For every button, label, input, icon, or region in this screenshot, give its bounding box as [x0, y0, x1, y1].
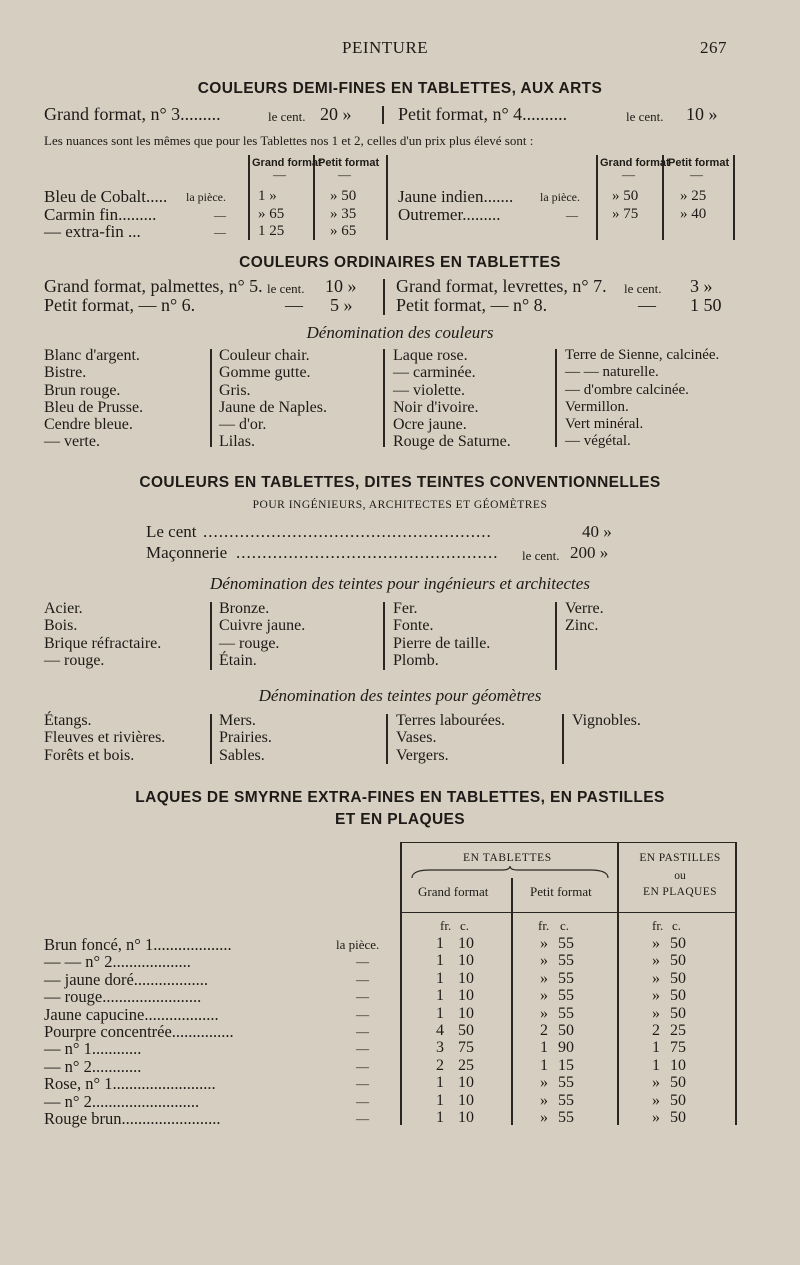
- table-cell: »: [652, 1004, 660, 1022]
- s2-r1: Grand format, levrettes, n° 7.: [396, 276, 607, 296]
- list-item: Ocre jaune.: [393, 416, 467, 434]
- s3-geo-col3: [396, 712, 505, 764]
- table-cell: 50: [670, 969, 686, 987]
- s2-col-rule: [555, 349, 557, 447]
- table-cell: 1: [436, 1091, 444, 1109]
- s1-item-unit: la pièce.: [540, 190, 580, 204]
- table-cell: 1: [540, 1056, 548, 1074]
- table-cell: »: [540, 1091, 548, 1109]
- table-cell: »: [652, 987, 660, 1005]
- s1-col-rule: [596, 155, 598, 240]
- list-item: Bois.: [44, 617, 78, 635]
- list-item: Étangs.: [44, 712, 92, 729]
- s2-r2-unit: —: [638, 295, 656, 315]
- list-item: Jaune de Naples.: [219, 398, 327, 416]
- s3-col-rule: [383, 602, 385, 670]
- table-cell: 10: [458, 935, 474, 952]
- s4-rule: [400, 842, 736, 843]
- table-cell: 55: [558, 969, 574, 987]
- s1-head-grand-left: Grand format: [252, 157, 322, 169]
- s3-col-rule: [386, 714, 388, 764]
- s1-dash: —: [622, 167, 635, 182]
- s1-item-name: Outremer.........: [398, 204, 501, 224]
- s2-r1-price: 3 »: [690, 276, 713, 296]
- list-item: — verte.: [44, 433, 100, 451]
- table-row-unit: —: [356, 971, 369, 987]
- s4-unit-label: c.: [460, 918, 470, 933]
- table-cell: 2: [540, 1022, 548, 1039]
- s1-item-petit: » 50: [330, 188, 357, 204]
- s2-col1: [44, 347, 143, 451]
- section2-title: COULEURS ORDINAIRES EN TABLETTES: [239, 254, 561, 271]
- table-cell: 50: [458, 1022, 474, 1039]
- s4-head-tablettes: EN TABLETTES: [463, 852, 552, 864]
- list-item: Bronze.: [219, 600, 270, 617]
- section1-title: COULEURS DEMI-FINES EN TABLETTES, AUX ARTS: [197, 80, 603, 97]
- s1-item-unit: —: [214, 225, 226, 239]
- table-cell: 75: [458, 1039, 474, 1057]
- table-cell: 1: [436, 1004, 444, 1022]
- table-cell: »: [540, 1109, 548, 1126]
- s1-dash: —: [338, 167, 351, 182]
- s4-rule: [511, 878, 513, 1125]
- table-cell: 1: [652, 1056, 660, 1074]
- s4-head-pastilles-3: EN PLAQUES: [643, 886, 717, 898]
- s4-rule: [400, 842, 402, 1125]
- table-cell: 2: [652, 1022, 660, 1039]
- table-cell: 25: [670, 1022, 686, 1039]
- s4-rule: [735, 842, 737, 1125]
- table-cell: 55: [558, 1091, 574, 1109]
- s2-l1-unit: le cent.: [267, 281, 305, 296]
- list-item: Étain.: [219, 651, 257, 669]
- s2-col-rule: [210, 349, 212, 447]
- s3-line1-price: 40 »: [582, 522, 612, 541]
- table-cell: »: [652, 969, 660, 987]
- s1-item-name: — extra-fin ...: [44, 222, 141, 241]
- s1-item-grand: » 65: [258, 205, 285, 222]
- s1-dash: —: [690, 167, 703, 182]
- s2-r2-price: 1 50: [690, 295, 722, 315]
- list-item: Lilas.: [219, 433, 255, 451]
- s1-item-unit: —: [214, 207, 226, 222]
- table-cell: 10: [458, 1074, 474, 1092]
- s3-subtitle-ing: Dénomination des teintes pour ingénieurs et architectes: [210, 574, 590, 593]
- s1-line-left-price: 20 »: [320, 104, 352, 124]
- table-cell: »: [540, 1004, 548, 1022]
- list-item: Zinc.: [565, 617, 599, 635]
- s2-r1-unit: le cent.: [624, 281, 662, 296]
- s4-head-pastilles-2: ou: [674, 870, 686, 882]
- table-row-name: Pourpre concentrée...............: [44, 1022, 234, 1041]
- s3-col-rule: [555, 602, 557, 670]
- s3-line2: Maçonnerie: [146, 543, 228, 562]
- s1-item-name: Carmin fin.........: [44, 204, 157, 224]
- list-item: Noir d'ivoire.: [393, 398, 479, 416]
- list-item: Vases.: [396, 729, 437, 747]
- list-item: — végétal.: [565, 433, 631, 450]
- s2-l2-unit: —: [285, 295, 303, 315]
- s1-item-petit: » 40: [680, 205, 707, 222]
- list-item: Plomb.: [393, 651, 439, 669]
- table-cell: 55: [558, 952, 574, 970]
- list-item: Verre.: [565, 600, 604, 617]
- table-cell: »: [540, 969, 548, 987]
- s3-col-rule: [562, 714, 564, 764]
- s1-item-name: Bleu de Cobalt.....: [44, 187, 168, 206]
- s1-head-petit-right: Petit format: [668, 157, 730, 169]
- s4-unit-label: c.: [672, 918, 682, 933]
- s2-col4: [565, 347, 719, 451]
- table-cell: »: [540, 952, 548, 970]
- list-item: Cendre bleue.: [44, 416, 133, 434]
- table-cell: 1: [652, 1039, 660, 1057]
- table-row-unit: —: [356, 954, 369, 970]
- table-row-unit: —: [356, 1024, 369, 1039]
- list-item: Bleu de Prusse.: [44, 398, 144, 416]
- list-item: Fonte.: [393, 617, 434, 635]
- list-item: Couleur chair.: [219, 347, 310, 364]
- s4-head-grand: Grand format: [418, 884, 489, 899]
- list-item: Gomme gutte.: [219, 364, 311, 382]
- s3-geo-col1: [44, 712, 165, 764]
- s1-item-unit: —: [566, 207, 578, 222]
- s3-line2-price: 200 »: [570, 543, 609, 562]
- s3-geo-col4: [572, 712, 641, 729]
- table-row-name: — n° 2..........................: [44, 1091, 200, 1111]
- table-cell: »: [652, 952, 660, 970]
- table-row-unit: —: [356, 1093, 369, 1109]
- list-item: — — naturelle.: [565, 364, 659, 381]
- s2-col-rule: [383, 349, 385, 447]
- table-cell: »: [540, 935, 548, 952]
- table-cell: 50: [670, 1091, 686, 1109]
- list-item: Fleuves et rivières.: [44, 729, 166, 747]
- s3-subtitle-geo: Dénomination des teintes pour géomètres: [258, 686, 542, 705]
- table-cell: 1: [436, 935, 444, 952]
- s1-item-grand: 1 25: [258, 223, 285, 239]
- table-row-unit: —: [356, 1041, 369, 1057]
- section4-title-line2: ET EN PLAQUES: [334, 811, 466, 828]
- table-cell: 10: [458, 1004, 474, 1022]
- s1-col-rule: [386, 155, 388, 240]
- page-number: 267: [700, 38, 727, 57]
- list-item: Cuivre jaune.: [219, 617, 306, 635]
- list-item: — violette.: [393, 381, 465, 399]
- table-cell: »: [652, 1074, 660, 1092]
- table-cell: 50: [670, 935, 686, 952]
- brace: [410, 866, 610, 880]
- table-cell: »: [540, 1074, 548, 1092]
- table-cell: 10: [458, 987, 474, 1005]
- table-row-name: — n° 2............: [44, 1056, 142, 1076]
- table-cell: 50: [670, 952, 686, 970]
- table-cell: »: [652, 1091, 660, 1109]
- section3-title: COULEURS EN TABLETTES, DITES TEINTES CONVENTIONNELLES: [139, 474, 661, 491]
- s3-leader: ..................................................: [236, 543, 499, 562]
- list-item: Forêts et bois.: [44, 746, 135, 764]
- s2-l2-price: 5 »: [330, 295, 353, 315]
- s1-item-petit: » 25: [680, 188, 707, 204]
- list-item: Terres labourées.: [396, 712, 506, 729]
- s3-ing-col1: [44, 600, 161, 669]
- table-row-name: Rouge brun........................: [44, 1109, 221, 1128]
- s1-item-grand: » 75: [612, 205, 639, 222]
- s4-rule: [617, 842, 619, 1125]
- list-item: Mers.: [219, 712, 256, 729]
- s3-line2-unit: le cent.: [522, 548, 560, 563]
- list-item: — d'or.: [219, 416, 267, 434]
- table-cell: 55: [558, 935, 574, 952]
- list-item: Laque rose.: [393, 347, 468, 364]
- table-cell: »: [652, 1109, 660, 1126]
- list-item: Vergers.: [396, 746, 449, 764]
- table-cell: 25: [458, 1056, 474, 1074]
- table-cell: 10: [458, 969, 474, 987]
- table-row-name: — n° 1............: [44, 1039, 142, 1059]
- table-cell: 3: [436, 1039, 444, 1057]
- s1-line-right-unit: le cent.: [626, 109, 664, 124]
- s1-col-rule: [733, 155, 735, 240]
- list-item: — d'ombre calcinée.: [565, 381, 689, 398]
- table-cell: 50: [670, 1004, 686, 1022]
- table-row-name: Jaune capucine..................: [44, 1004, 219, 1024]
- s1-head-grand-right: Grand format: [600, 157, 670, 169]
- s3-ing-col2: [219, 600, 305, 669]
- s3-line1: Le cent: [146, 522, 197, 541]
- list-item: Prairies.: [219, 729, 272, 747]
- table-row-unit: —: [356, 1058, 369, 1074]
- table-cell: 55: [558, 1109, 574, 1126]
- s3-col-rule: [210, 602, 212, 670]
- table-cell: 1: [540, 1039, 548, 1057]
- s1-item-grand: 1 »: [258, 188, 277, 204]
- table-row-name: Rose, n° 1.........................: [44, 1074, 216, 1094]
- s3-col-rule: [210, 714, 212, 764]
- table-cell: 55: [558, 1074, 574, 1092]
- s1-dash: —: [273, 167, 286, 182]
- list-item: Gris.: [219, 381, 251, 399]
- table-row-name: — jaune doré..................: [44, 969, 209, 989]
- table-row-unit: —: [356, 1076, 369, 1092]
- s2-col2: [219, 347, 327, 451]
- s3-subtitle: POUR INGÉNIEURS, ARCHITECTES ET GÉOMÈTRES: [252, 499, 548, 511]
- table-cell: 2: [436, 1056, 444, 1074]
- table-row-unit: —: [356, 1006, 369, 1022]
- table-row-unit: la pièce.: [336, 937, 380, 952]
- table-cell: 55: [558, 1004, 574, 1022]
- s2-subtitle: Dénomination des couleurs: [306, 323, 494, 342]
- list-item: Vermillon.: [565, 398, 629, 415]
- s1-divider: [382, 106, 384, 124]
- s4-rule: [400, 912, 736, 913]
- s1-item-petit: » 65: [330, 223, 357, 239]
- table-cell: 1: [436, 987, 444, 1005]
- table-cell: 10: [458, 1091, 474, 1109]
- list-item: Fer.: [393, 600, 418, 617]
- table-cell: 55: [558, 987, 574, 1005]
- table-cell: 15: [558, 1056, 574, 1074]
- s1-head-petit-left: Petit format: [318, 157, 380, 169]
- s3-geo-col2: [219, 712, 272, 764]
- list-item: Bistre.: [44, 364, 87, 382]
- table-cell: 1: [436, 969, 444, 987]
- table-cell: 4: [436, 1022, 444, 1039]
- s4-head-pastilles-1: EN PASTILLES: [639, 852, 721, 864]
- s4-unit-label: fr.: [652, 918, 664, 933]
- table-cell: 50: [558, 1022, 574, 1039]
- s4-unit-label: fr.: [440, 918, 452, 933]
- s2-col3: [393, 347, 511, 451]
- s4-unit-label: fr.: [538, 918, 550, 933]
- table-cell: »: [540, 987, 548, 1005]
- table-cell: 10: [670, 1056, 686, 1074]
- table-cell: 1: [436, 1074, 444, 1092]
- list-item: — carminée.: [393, 364, 476, 382]
- s1-col-rule: [248, 155, 250, 240]
- table-cell: 50: [670, 987, 686, 1005]
- list-item: Terre de Sienne, calcinée.: [565, 347, 720, 363]
- s1-item-grand: » 50: [612, 188, 639, 204]
- s1-item-name: Jaune indien.......: [398, 187, 514, 206]
- s2-divider: [383, 279, 385, 315]
- list-item: Blanc d'argent.: [44, 347, 140, 364]
- table-row-name: — rouge........................: [44, 987, 202, 1007]
- s1-line-right-price: 10 »: [686, 104, 718, 124]
- s4-unit-label: c.: [560, 918, 570, 933]
- list-item: — rouge.: [44, 651, 105, 669]
- s3-ing-col4: [565, 600, 604, 635]
- table-cell: 50: [670, 1109, 686, 1126]
- section4-title-line1: LAQUES DE SMYRNE EXTRA-FINES EN TABLETTES, EN PASTILLES: [135, 789, 665, 806]
- list-item: Acier.: [44, 600, 83, 617]
- list-item: Sables.: [219, 746, 265, 764]
- running-head-title: PEINTURE: [342, 38, 429, 57]
- s1-item-petit: » 35: [330, 205, 357, 222]
- table-cell: 10: [458, 1109, 474, 1126]
- s2-l1: Grand format, palmettes, n° 5.: [44, 276, 263, 296]
- s2-l2: Petit format, — n° 6.: [44, 295, 196, 315]
- table-cell: 50: [670, 1074, 686, 1092]
- s1-line-right: Petit format, n° 4..........: [398, 104, 568, 124]
- s2-r2: Petit format, — n° 8.: [396, 295, 548, 315]
- table-row-unit: —: [356, 1111, 369, 1126]
- s1-note: Les nuances sont les mêmes que pour les Tablettes nos 1 et 2, celles d'un prix plus élevé sont :: [44, 133, 534, 148]
- list-item: Brique réfractaire.: [44, 634, 162, 652]
- table-cell: 75: [670, 1039, 686, 1057]
- s3-leader: .......................................................: [203, 522, 492, 541]
- list-item: Pierre de taille.: [393, 634, 491, 652]
- list-item: Brun rouge.: [44, 381, 121, 399]
- s3-ing-col3: [393, 600, 490, 669]
- table-row-unit: —: [356, 989, 369, 1005]
- s1-line-left: Grand format, n° 3.........: [44, 104, 221, 124]
- list-item: — rouge.: [219, 634, 280, 652]
- s1-line-left-unit: le cent.: [268, 109, 306, 124]
- list-item: Vert minéral.: [565, 416, 644, 433]
- table-cell: 1: [436, 1109, 444, 1126]
- table-row-name: — — n° 2...................: [44, 952, 191, 972]
- table-cell: 90: [558, 1039, 574, 1057]
- table-cell: »: [652, 935, 660, 952]
- table-row-name: Brun foncé, n° 1...................: [44, 935, 232, 954]
- list-item: Vignobles.: [572, 712, 641, 729]
- table-cell: 1: [436, 952, 444, 970]
- list-item: Rouge de Saturne.: [393, 433, 511, 451]
- s4-head-petit: Petit format: [530, 884, 592, 899]
- table-cell: 10: [458, 952, 474, 970]
- s2-l1-price: 10 »: [325, 276, 357, 296]
- s1-item-unit: la pièce.: [186, 190, 226, 204]
